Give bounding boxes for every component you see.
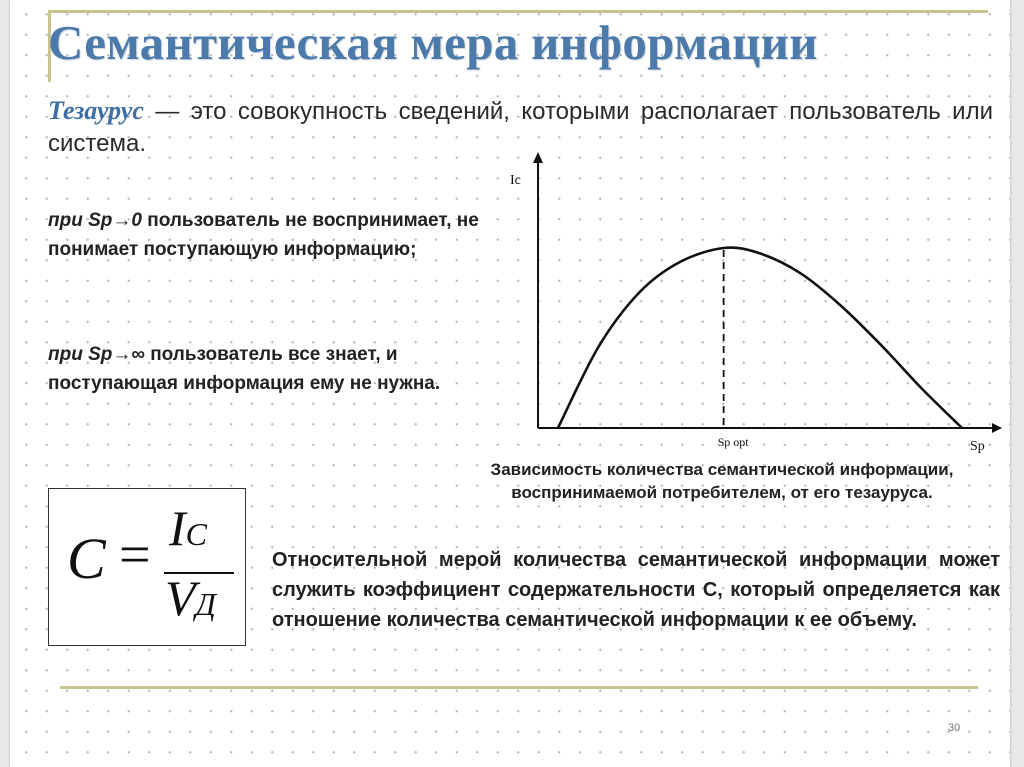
formula-den-letter: V <box>165 570 196 626</box>
condition-sp-infinity <box>48 340 518 398</box>
condition-sp-zero <box>48 206 518 264</box>
y-axis-label: Ic <box>510 173 521 188</box>
x-axis-arrow <box>992 423 1002 433</box>
condition-zero-lead: при Sp→0 <box>48 210 142 231</box>
information-curve <box>558 248 962 428</box>
bottom-divider <box>60 686 978 689</box>
x-tick-label: Sp opt <box>717 435 749 449</box>
content-coefficient-formula <box>48 488 246 646</box>
page-number: 30 <box>948 722 961 734</box>
slide <box>10 0 1010 767</box>
x-axis-label: Sp <box>970 439 985 454</box>
formula-denominator <box>165 569 216 627</box>
condition-inf-text: пользователь все знает, и поступающая информация ему не нужна. <box>48 344 441 394</box>
formula-lhs: C <box>67 526 106 591</box>
definition-term: Тезаурус <box>48 96 144 125</box>
slide-title: Семантическая мера информации <box>48 15 818 70</box>
condition-inf-lead: при Sp→∞ <box>48 344 145 365</box>
formula-equals: = <box>119 524 151 586</box>
definition-text: — это совокупность сведений, которыми располагает пользователь или система. <box>48 98 993 157</box>
thesaurus-chart <box>490 148 1024 468</box>
top-divider <box>48 10 988 13</box>
condition-zero-text: пользователь не воспринимает, не понимает поступающую информацию; <box>48 210 479 260</box>
formula-num-letter: I <box>169 500 186 556</box>
formula-numerator <box>169 499 207 557</box>
y-axis-arrow <box>533 152 543 163</box>
formula-den-sub: Д <box>195 586 216 622</box>
formula-num-sub: C <box>185 516 207 552</box>
chart-caption: Зависимость количества семантической информации, воспринимаемой потребителем, от его тезауруса. <box>490 460 954 502</box>
relative-measure-paragraph: Относительной мерой количества семантической информации может служить коэффициент содержательности С, который определяется как отношение количества семантической информации к ее объему. <box>272 549 1000 631</box>
